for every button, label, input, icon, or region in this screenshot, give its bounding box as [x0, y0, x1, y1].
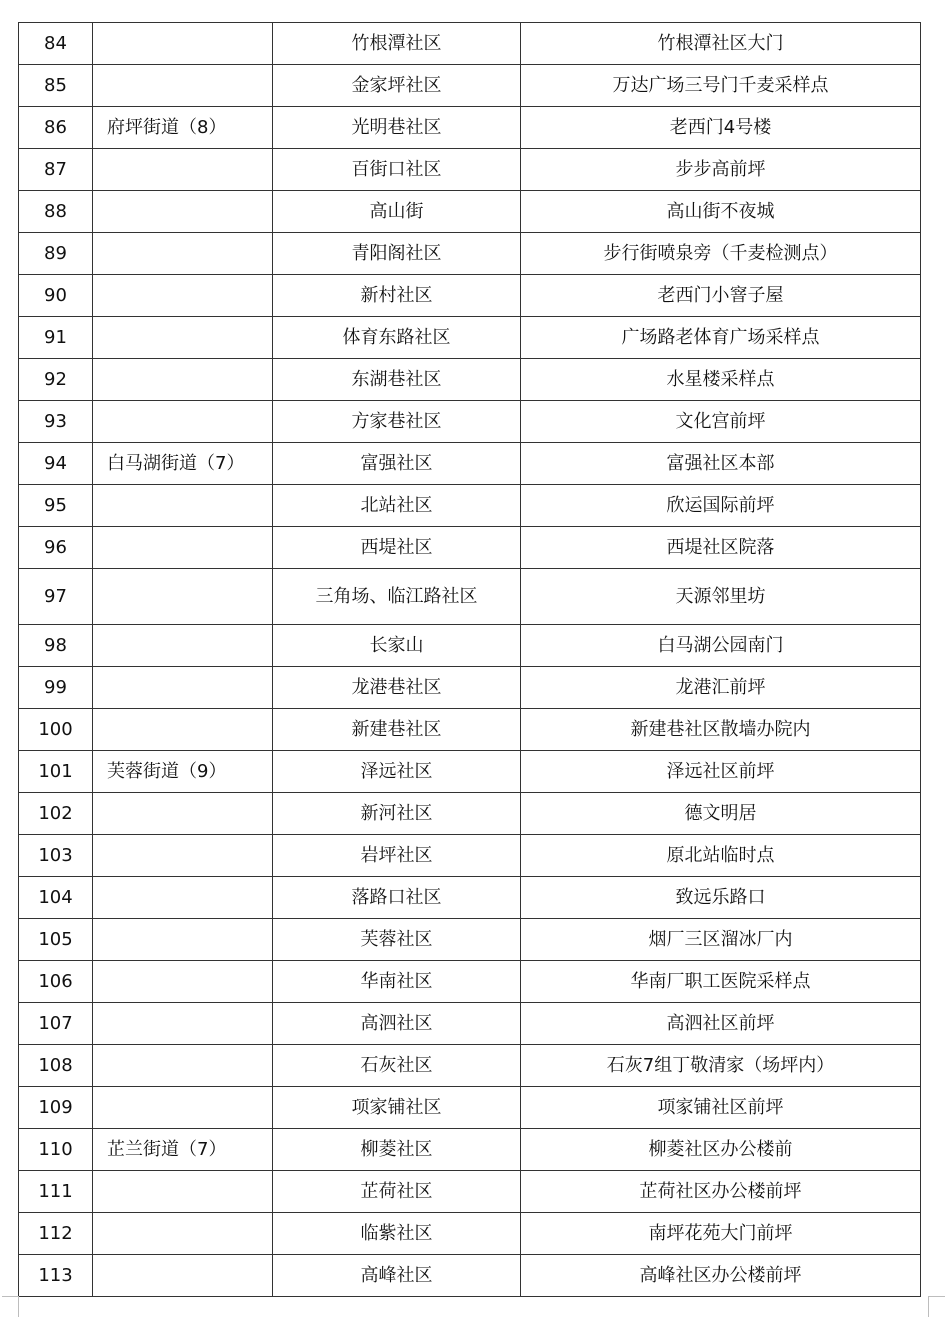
- community-cell: 高泗社区: [273, 1003, 521, 1045]
- row-number-cell: 91: [19, 317, 93, 359]
- table-row: [19, 191, 921, 233]
- row-number-cell: 92: [19, 359, 93, 401]
- row-number-cell: 89: [19, 233, 93, 275]
- table-row: [19, 1045, 921, 1087]
- community-cell: 北站社区: [273, 485, 521, 527]
- sampling-site-cell: 高山街不夜城: [521, 191, 921, 233]
- table-row: [19, 233, 921, 275]
- document-page: [18, 22, 920, 1297]
- sampling-site-cell: 原北站临时点: [521, 835, 921, 877]
- community-cell: 石灰社区: [273, 1045, 521, 1087]
- community-cell: 芷荷社区: [273, 1171, 521, 1213]
- street-cell: [93, 1213, 273, 1255]
- table-row: [19, 569, 921, 625]
- community-cell: 竹根潭社区: [273, 23, 521, 65]
- community-cell: 新建巷社区: [273, 709, 521, 751]
- sampling-site-cell: 龙港汇前坪: [521, 667, 921, 709]
- community-cell: 华南社区: [273, 961, 521, 1003]
- row-number-cell: 105: [19, 919, 93, 961]
- page-corner-mark-right: [928, 1296, 945, 1317]
- table-row: [19, 149, 921, 191]
- row-number-cell: 104: [19, 877, 93, 919]
- table-row: [19, 527, 921, 569]
- community-cell: 高峰社区: [273, 1255, 521, 1297]
- community-cell: 东湖巷社区: [273, 359, 521, 401]
- table-row: [19, 709, 921, 751]
- community-cell: 三角场、临江路社区: [273, 569, 521, 625]
- sampling-site-cell: 高峰社区办公楼前坪: [521, 1255, 921, 1297]
- community-cell: 体育东路社区: [273, 317, 521, 359]
- street-cell: [93, 1087, 273, 1129]
- sampling-site-cell: 广场路老体育广场采样点: [521, 317, 921, 359]
- row-number-cell: 107: [19, 1003, 93, 1045]
- community-cell: 西堤社区: [273, 527, 521, 569]
- row-number-cell: 98: [19, 625, 93, 667]
- community-cell: 方家巷社区: [273, 401, 521, 443]
- street-cell: [93, 625, 273, 667]
- sampling-site-cell: 致远乐路口: [521, 877, 921, 919]
- community-cell: 百街口社区: [273, 149, 521, 191]
- street-cell: [93, 359, 273, 401]
- table-row: [19, 1129, 921, 1171]
- community-cell: 高山街: [273, 191, 521, 233]
- street-cell: [93, 961, 273, 1003]
- street-cell: [93, 233, 273, 275]
- row-number-cell: 93: [19, 401, 93, 443]
- sampling-site-cell: 柳菱社区办公楼前: [521, 1129, 921, 1171]
- sampling-site-cell: 泽远社区前坪: [521, 751, 921, 793]
- community-cell: 岩坪社区: [273, 835, 521, 877]
- table-row: [19, 443, 921, 485]
- row-number-cell: 113: [19, 1255, 93, 1297]
- table-row: [19, 107, 921, 149]
- row-number-cell: 97: [19, 569, 93, 625]
- table-row: [19, 961, 921, 1003]
- sampling-site-cell: 文化宫前坪: [521, 401, 921, 443]
- row-number-cell: 100: [19, 709, 93, 751]
- sampling-site-cell: 老西门小窨子屋: [521, 275, 921, 317]
- row-number-cell: 88: [19, 191, 93, 233]
- sampling-site-cell: 新建巷社区散墙办院内: [521, 709, 921, 751]
- street-cell: [93, 667, 273, 709]
- row-number-cell: 85: [19, 65, 93, 107]
- community-cell: 青阳阁社区: [273, 233, 521, 275]
- table-row: [19, 625, 921, 667]
- street-cell: [93, 709, 273, 751]
- community-cell: 新村社区: [273, 275, 521, 317]
- row-number-cell: 111: [19, 1171, 93, 1213]
- row-number-cell: 90: [19, 275, 93, 317]
- table-row: [19, 485, 921, 527]
- sampling-site-cell: 白马湖公园南门: [521, 625, 921, 667]
- sampling-site-cell: 石灰7组丁敬清家（场坪内）: [521, 1045, 921, 1087]
- table-row: [19, 919, 921, 961]
- community-cell: 金家坪社区: [273, 65, 521, 107]
- community-cell: 临紫社区: [273, 1213, 521, 1255]
- table-row: [19, 667, 921, 709]
- community-cell: 新河社区: [273, 793, 521, 835]
- table-row: [19, 1003, 921, 1045]
- row-number-cell: 101: [19, 751, 93, 793]
- row-number-cell: 84: [19, 23, 93, 65]
- street-cell: 府坪街道（8）: [93, 107, 273, 149]
- sampling-site-cell: 步步高前坪: [521, 149, 921, 191]
- street-cell: [93, 275, 273, 317]
- street-cell: [93, 23, 273, 65]
- table-row: [19, 793, 921, 835]
- row-number-cell: 112: [19, 1213, 93, 1255]
- street-cell: [93, 919, 273, 961]
- street-cell: [93, 149, 273, 191]
- street-cell: [93, 191, 273, 233]
- street-cell: [93, 485, 273, 527]
- sampling-site-cell: 西堤社区院落: [521, 527, 921, 569]
- sampling-site-cell: 高泗社区前坪: [521, 1003, 921, 1045]
- street-cell: [93, 527, 273, 569]
- table-row: [19, 1171, 921, 1213]
- row-number-cell: 95: [19, 485, 93, 527]
- street-cell: 芷兰街道（7）: [93, 1129, 273, 1171]
- community-cell: 柳菱社区: [273, 1129, 521, 1171]
- community-cell: 项家铺社区: [273, 1087, 521, 1129]
- row-number-cell: 94: [19, 443, 93, 485]
- row-number-cell: 87: [19, 149, 93, 191]
- street-cell: [93, 317, 273, 359]
- table-row: [19, 835, 921, 877]
- table-row: [19, 275, 921, 317]
- sampling-site-cell: 老西门4号楼: [521, 107, 921, 149]
- sampling-site-cell: 水星楼采样点: [521, 359, 921, 401]
- sampling-site-cell: 步行街喷泉旁（千麦检测点）: [521, 233, 921, 275]
- sampling-sites-table: [18, 22, 921, 1297]
- sampling-site-cell: 天源邻里坊: [521, 569, 921, 625]
- street-cell: [93, 1255, 273, 1297]
- community-cell: 富强社区: [273, 443, 521, 485]
- street-cell: [93, 401, 273, 443]
- row-number-cell: 103: [19, 835, 93, 877]
- row-number-cell: 106: [19, 961, 93, 1003]
- street-cell: [93, 569, 273, 625]
- page-corner-mark-left: [2, 1296, 19, 1317]
- table-row: [19, 65, 921, 107]
- sampling-site-cell: 欣运国际前坪: [521, 485, 921, 527]
- street-cell: [93, 1171, 273, 1213]
- sampling-site-cell: 项家铺社区前坪: [521, 1087, 921, 1129]
- table-row: [19, 1087, 921, 1129]
- community-cell: 光明巷社区: [273, 107, 521, 149]
- street-cell: [93, 877, 273, 919]
- sampling-site-cell: 德文明居: [521, 793, 921, 835]
- row-number-cell: 110: [19, 1129, 93, 1171]
- sampling-site-cell: 竹根潭社区大门: [521, 23, 921, 65]
- table-row: [19, 751, 921, 793]
- street-cell: [93, 65, 273, 107]
- row-number-cell: 96: [19, 527, 93, 569]
- sampling-site-cell: 华南厂职工医院采样点: [521, 961, 921, 1003]
- sampling-site-cell: 芷荷社区办公楼前坪: [521, 1171, 921, 1213]
- sampling-site-cell: 南坪花苑大门前坪: [521, 1213, 921, 1255]
- table-row: [19, 877, 921, 919]
- table-row: [19, 1213, 921, 1255]
- row-number-cell: 108: [19, 1045, 93, 1087]
- table-row: [19, 401, 921, 443]
- street-cell: 芙蓉街道（9）: [93, 751, 273, 793]
- row-number-cell: 102: [19, 793, 93, 835]
- community-cell: 泽远社区: [273, 751, 521, 793]
- street-cell: [93, 835, 273, 877]
- community-cell: 长家山: [273, 625, 521, 667]
- table-row: [19, 1255, 921, 1297]
- row-number-cell: 109: [19, 1087, 93, 1129]
- street-cell: 白马湖街道（7）: [93, 443, 273, 485]
- row-number-cell: 99: [19, 667, 93, 709]
- sampling-site-cell: 富强社区本部: [521, 443, 921, 485]
- sampling-site-cell: 烟厂三区溜冰厂内: [521, 919, 921, 961]
- table-row: [19, 359, 921, 401]
- table-body: [19, 23, 921, 1297]
- table-row: [19, 23, 921, 65]
- street-cell: [93, 1003, 273, 1045]
- table-row: [19, 317, 921, 359]
- street-cell: [93, 1045, 273, 1087]
- community-cell: 龙港巷社区: [273, 667, 521, 709]
- community-cell: 芙蓉社区: [273, 919, 521, 961]
- community-cell: 落路口社区: [273, 877, 521, 919]
- street-cell: [93, 793, 273, 835]
- sampling-site-cell: 万达广场三号门千麦采样点: [521, 65, 921, 107]
- row-number-cell: 86: [19, 107, 93, 149]
